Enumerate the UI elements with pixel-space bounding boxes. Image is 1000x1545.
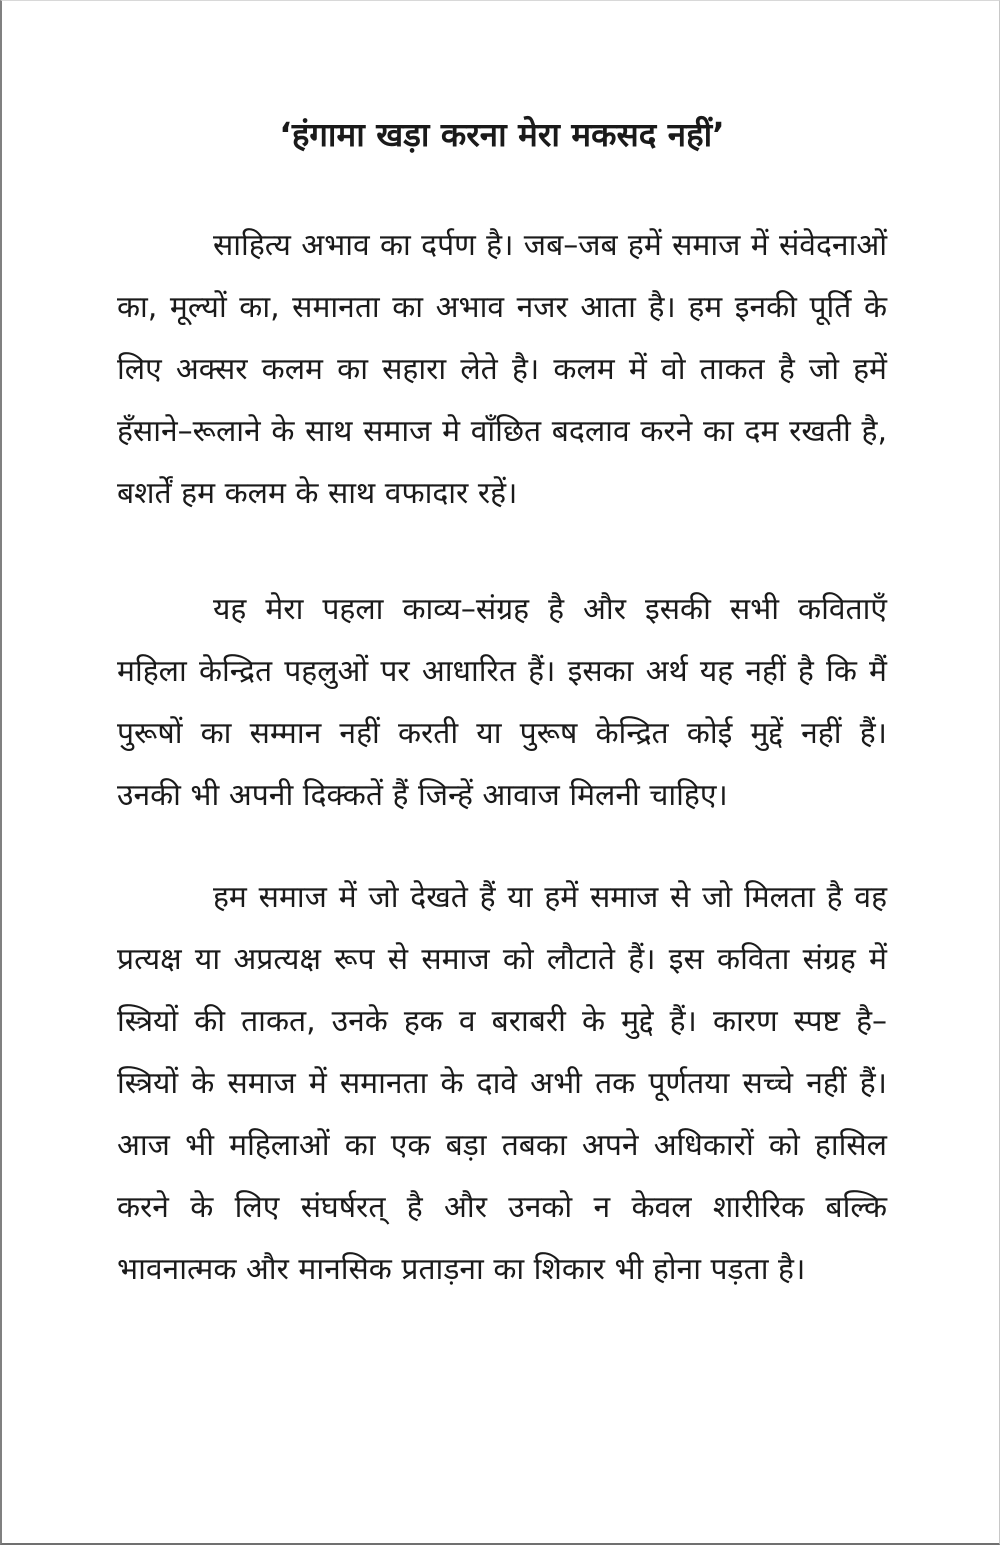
text-line: प्रत्यक्ष या अप्रत्यक्ष रूप से समाज को लौटाते हैं। इस कविता संग्रह में: [117, 942, 887, 977]
text-line: यह मेरा पहला काव्य–संग्रह है और इसकी सभी कविताएँ: [213, 592, 887, 627]
text-line: बशर्तें हम कलम के साथ वफादार रहें।: [117, 476, 518, 511]
text-line: करने के लिए संघर्षरत् है और उनको न केवल शारीरिक बल्कि: [117, 1190, 887, 1225]
text-line: हँसाने–रूलाने के साथ समाज मे वाँछित बदलाव करने का दम रखती है,: [117, 414, 887, 449]
text-line: हम समाज में जो देखते हैं या हमें समाज से जो मिलता है वह: [213, 880, 887, 915]
paragraph-2: [117, 579, 887, 827]
text-line: भावनात्मक और मानसिक प्रताड़ना का शिकार भी होना पड़ता है।: [117, 1252, 806, 1287]
text-line: स्त्रियों के समाज में समानता के दावे अभी तक पूर्णतया सच्चे नहीं हैं।: [117, 1066, 887, 1101]
text-line: उनकी भी अपनी दिक्कतें हैं जिन्हें आवाज मिलनी चाहिए।: [117, 778, 728, 813]
text-line: आज भी महिलाओं का एक बड़ा तबका अपने अधिकारों को हासिल: [117, 1128, 887, 1163]
text-line: लिए अक्सर कलम का सहारा लेते है। कलम में वो ताकत है जो हमें: [117, 352, 887, 387]
text-line: स्त्रियों की ताकत, उनके हक व बराबरी के मुद्दे हैं। कारण स्पष्ट है–: [117, 1004, 887, 1039]
page-title: ‘हंगामा खड़ा करना मेरा मकसद नहीं’: [279, 115, 725, 154]
paragraph-3: [117, 867, 887, 1301]
text-line: साहित्य अभाव का दर्पण है। जब–जब हमें समाज में संवेदनाओं: [213, 228, 887, 263]
paragraph-1: [117, 215, 887, 525]
text-line: का, मूल्यों का, समानता का अभाव नजर आता है। हम इनकी पूर्ति के: [117, 290, 887, 325]
text-line: पुरूषों का सम्मान नहीं करती या पुरूष केन्द्रित कोई मुद्दें नहीं हैं।: [117, 716, 887, 751]
text-line: महिला केन्द्रित पहलुओं पर आधारित हैं। इसका अर्थ यह नहीं है कि मैं: [117, 654, 887, 689]
